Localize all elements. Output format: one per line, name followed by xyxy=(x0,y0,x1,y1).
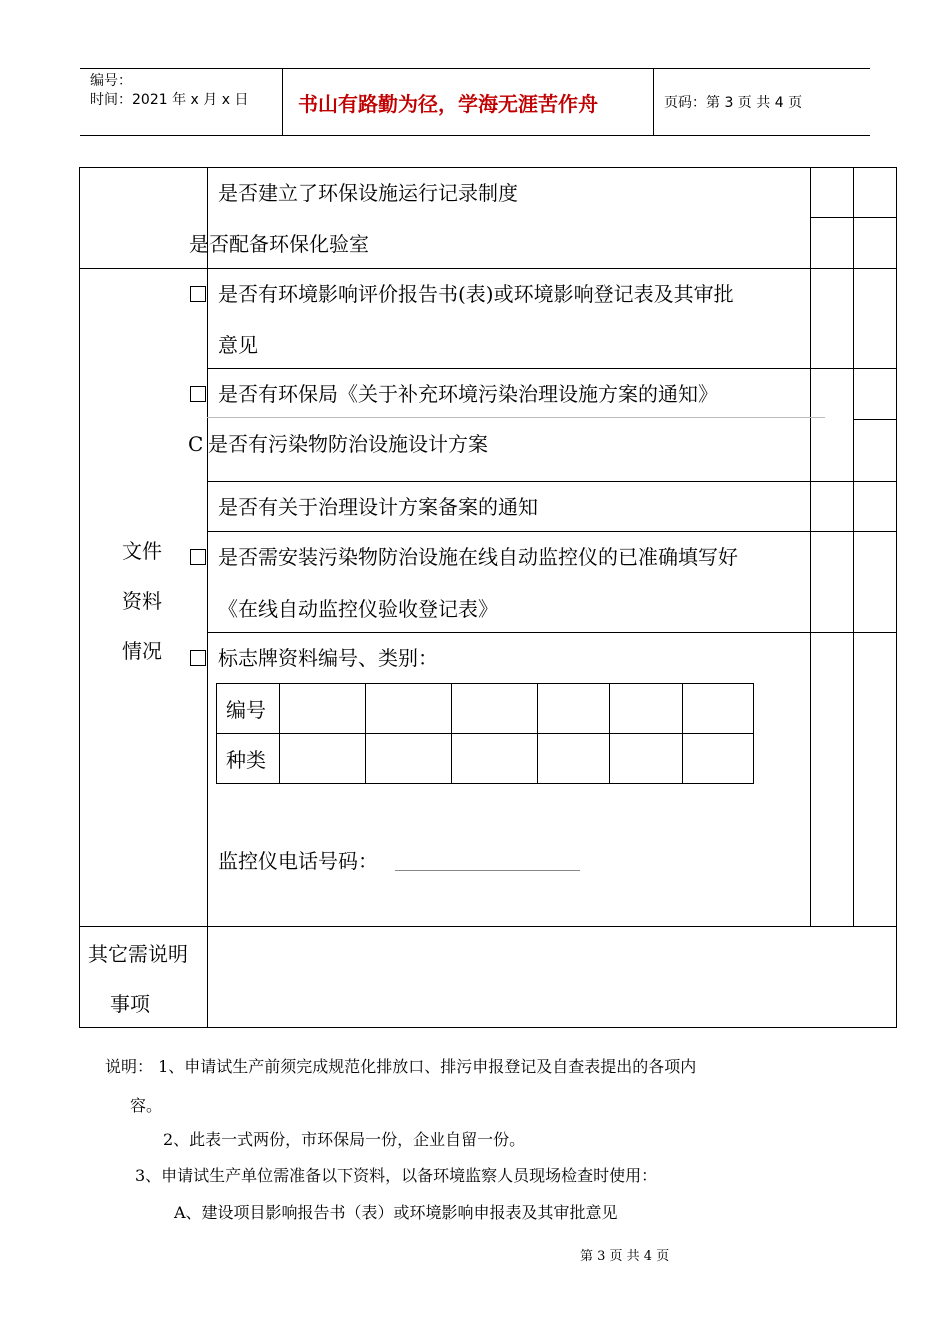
other-label-line2: 事项 xyxy=(110,992,150,1016)
header-divider xyxy=(653,68,654,136)
item-sign-info: 标志牌资料编号、类别： xyxy=(218,646,438,670)
other-label-line1: 其它需说明 xyxy=(88,942,188,966)
row-divider xyxy=(810,217,897,218)
row-divider xyxy=(79,268,897,269)
row-divider xyxy=(207,632,897,633)
section-label-line3: 情况 xyxy=(122,639,162,663)
table-border-left xyxy=(79,167,80,1028)
item-design-plan: 是否有污染物防治设施设计方案 xyxy=(208,432,488,456)
table-col-divider xyxy=(810,167,811,927)
sign-table-cell[interactable] xyxy=(365,683,452,734)
page-info: 页码：第 3 页 共 4 页 xyxy=(664,95,803,111)
row-divider xyxy=(79,926,897,927)
item-record-system: 是否建立了环保设施运行记录制度 xyxy=(218,181,518,205)
header-top-rule xyxy=(80,68,870,69)
page-footer: 第 3 页 共 4 页 xyxy=(580,1249,670,1264)
sign-table-cell[interactable] xyxy=(279,733,366,784)
header-motto: 书山有路勤为径，学海无涯苦作舟 xyxy=(298,92,598,116)
header-bottom-rule xyxy=(80,135,870,136)
row-divider xyxy=(853,419,897,420)
sign-table-cell[interactable] xyxy=(279,683,366,734)
checkbox[interactable] xyxy=(190,286,206,302)
note-line: 说明： 1、申请试生产前须完成规范化排放口、排污申报登记及自查表提出的各项内 xyxy=(105,1057,697,1076)
header-divider xyxy=(282,68,283,136)
row-divider xyxy=(207,368,897,369)
row-divider xyxy=(207,531,897,532)
monitor-phone-label: 监控仪电话号码： xyxy=(218,849,378,873)
note-line: 3、申请试生产单位需准备以下资料，以备环境监察人员现场检查时使用： xyxy=(135,1166,658,1185)
sign-table-cell[interactable] xyxy=(609,683,683,734)
note-line: 容。 xyxy=(130,1096,163,1115)
sign-table-cell[interactable] xyxy=(451,733,538,784)
checkbox[interactable] xyxy=(190,386,206,402)
sign-table-cell[interactable] xyxy=(537,683,610,734)
item-monitor-line1: 是否需安装污染物防治设施在线自动监控仪的已准确填写好 xyxy=(218,545,738,569)
section-label-line2: 资料 xyxy=(122,589,162,613)
table-border-right xyxy=(896,167,897,1028)
item-lab: 是否配备环保化验室 xyxy=(189,232,369,256)
table-border-bottom xyxy=(79,1027,897,1028)
sign-table-cell[interactable] xyxy=(682,733,754,784)
doc-number-label: 编号： xyxy=(90,73,132,89)
sign-type-label: 种类 xyxy=(226,748,266,772)
sign-table-cell[interactable] xyxy=(609,733,683,784)
sign-table-cell[interactable] xyxy=(451,683,538,734)
item-eia-line2: 意见 xyxy=(218,333,258,357)
table-border-top xyxy=(79,167,897,168)
sign-table-cell[interactable] xyxy=(537,733,610,784)
section-label-line1: 文件 xyxy=(122,539,162,563)
checkbox[interactable] xyxy=(190,549,206,565)
row-divider-light xyxy=(207,417,825,418)
row-divider xyxy=(207,481,897,482)
table-col-divider xyxy=(853,167,854,927)
sign-table-cell[interactable] xyxy=(682,683,754,734)
c-mark: C xyxy=(188,432,204,456)
item-notice: 是否有环保局《关于补充环境污染治理设施方案的通知》 xyxy=(218,382,718,406)
sign-number-label: 编号 xyxy=(226,698,266,722)
table-col-divider xyxy=(207,167,208,1028)
doc-time-label: 时间：2021 年 x 月 x 日 xyxy=(90,92,249,108)
note-line: A、建设项目影响报告书（表）或环境影响申报表及其审批意见 xyxy=(174,1203,618,1222)
checkbox[interactable] xyxy=(190,650,206,666)
item-filing-notice: 是否有关于治理设计方案备案的通知 xyxy=(218,495,538,519)
note-line: 2、此表一式两份，市环保局一份，企业自留一份。 xyxy=(163,1130,526,1149)
monitor-phone-blank[interactable] xyxy=(395,870,580,871)
item-eia-line1: 是否有环境影响评价报告书(表)或环境影响登记表及其审批 xyxy=(218,282,734,306)
sign-table-cell[interactable] xyxy=(365,733,452,784)
item-monitor-line2: 《在线自动监控仪验收登记表》 xyxy=(218,597,498,621)
